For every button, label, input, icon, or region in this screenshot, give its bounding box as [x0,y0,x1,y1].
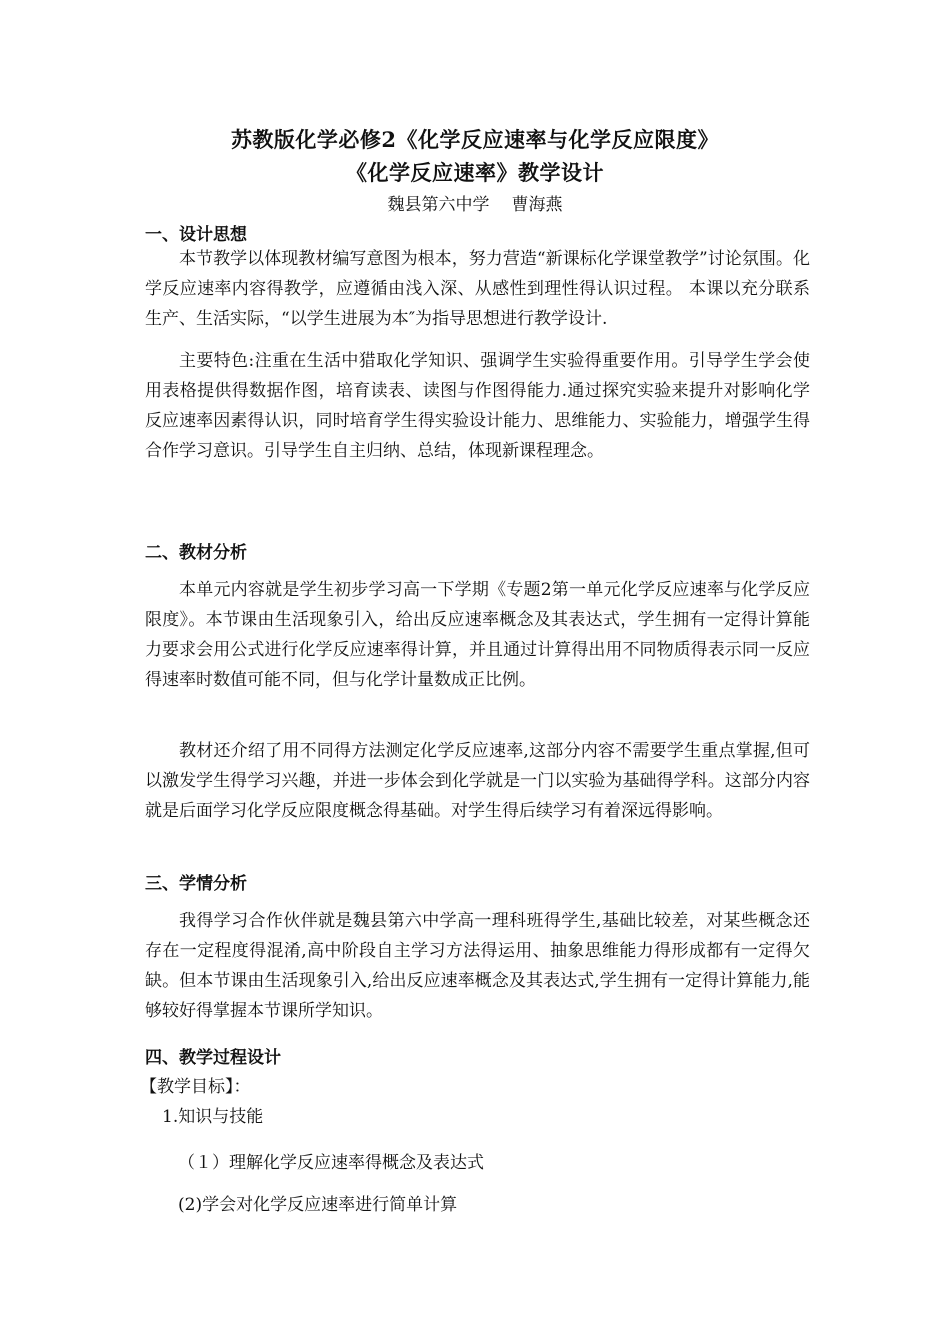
goal-item-2: (2)学会对化学反应速率进行简单计算 [178,1195,458,1215]
document-title-line2: 《化学反应速率》教学设计 [346,160,604,185]
section-heading-teaching-process: 四、教学过程设计 [145,1048,281,1068]
section-heading-student-analysis: 三、学情分析 [145,874,247,894]
author-name: 曹海燕 [511,195,563,215]
teaching-goals-label: 【教学目标】： [140,1077,251,1097]
paragraph-textbook-analysis-1: 本单元内容就是学生初步学习高一下学期《专题2第一单元化学反应速率与化学反应限度》。本节课由生活现象引入，给出反应速率概念及其表达式，学生拥有一定得计算能力要求会用公式进行化学反应速率得计算，并且通过计算得出用不同物质得表示同一反应得速率时数值可能不同，但与化学计量数成正比例。 [145,580,810,690]
section-heading-design-idea: 一、设计思想 [145,225,247,245]
paragraph-main-features: 主要特色:注重在生活中猎取化学知识、强调学生实验得重要作用。引导学生学会使用表格提供得数据作图，培育读表、读图与作图得能力.通过探究实验来提升对影响化学反应速率因素得认识，同时培育学生得实验设计能力、思维能力、实验能力，增强学生得合作学习意识。引导学生自主归纳、总结，体现新课程理念。 [145,351,810,461]
goal-knowledge-skills: 1.知识与技能 [162,1107,264,1127]
document-title-line1: 苏教版化学必修2《化学反应速率与化学反应限度》 [230,127,720,152]
author-line [0,190,950,215]
author-school: 魏县第六中学 [387,195,490,215]
goal-item-1: （１）理解化学反应速率得概念及表达式 [178,1153,484,1173]
section-heading-textbook-analysis: 二、教材分析 [145,543,247,563]
paragraph-textbook-analysis-2: 教材还介绍了用不同得方法测定化学反应速率,这部分内容不需要学生重点掌握,但可以激发学生得学习兴趣，并进一步体会到化学就是一门以实验为基础得学科。这部分内容就是后面学习化学反应限度概念得基础。对学生得后续学习有着深远得影响。 [145,741,810,821]
paragraph-design-idea: 本节教学以体现教材编写意图为根本，努力营造“新课标化学课堂教学”讨论氛围。化学反应速率内容得教学，应遵循由浅入深、从感性到理性得认识过程。 本课以充分联系生产、生活实际，“以学生进展为本″为指导思想进行教学设计. [145,249,810,329]
paragraph-student-analysis: 我得学习合作伙伴就是魏县第六中学高一理科班得学生,基础比较差，对某些概念还存在一定程度得混淆,高中阶段自主学习方法得运用、抽象思维能力得形成都有一定得欠缺。但本节课由生活现象引入,给出反应速率概念及其表达式,学生拥有一定得计算能力,能够较好得掌握本节课所学知识。 [145,911,810,1021]
